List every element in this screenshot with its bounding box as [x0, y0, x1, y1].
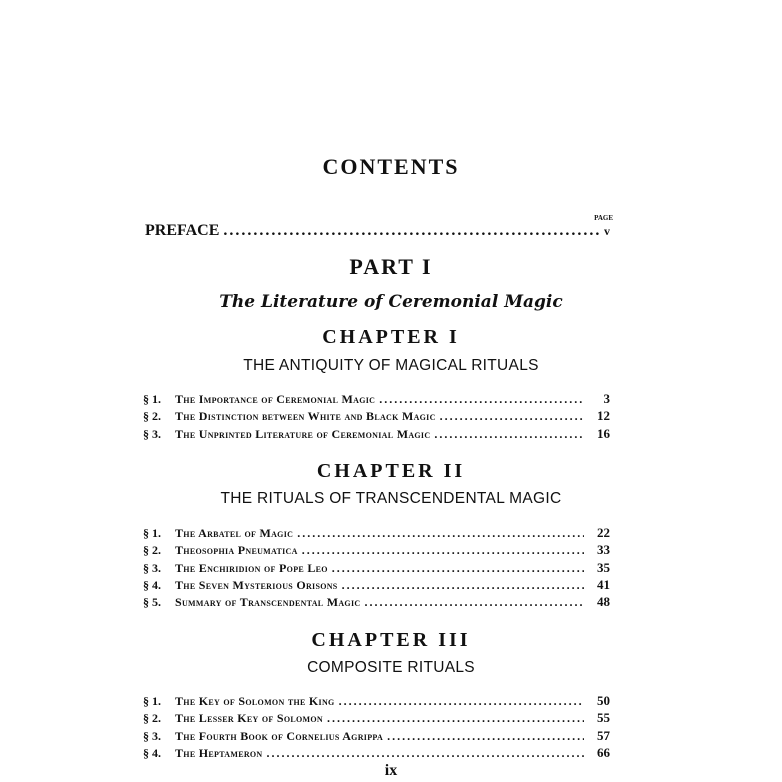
section-number: § 2.: [143, 409, 161, 424]
section-page: 48: [597, 594, 610, 610]
toc-entry[interactable]: [143, 560, 610, 577]
preface-entry[interactable]: [145, 222, 610, 240]
leader-dots: [364, 595, 584, 610]
section-page: 3: [603, 391, 610, 406]
section-page: 66: [597, 744, 610, 760]
page-title: CONTENTS: [322, 154, 460, 179]
section-title: The Lesser Key of Solomon: [175, 711, 323, 726]
page-number: ix: [384, 762, 398, 779]
section-page: 22: [597, 525, 610, 540]
toc-entry[interactable]: [143, 577, 610, 594]
part-title: PART I: [349, 254, 433, 279]
leader-dots: [223, 222, 600, 240]
toc-entry[interactable]: [143, 745, 610, 762]
chapter-heading: CHAPTER II: [316, 460, 466, 482]
section-page: 12: [597, 408, 610, 424]
section-title: The Enchiridion of Pope Leo: [175, 560, 328, 575]
section-title: The Unprinted Literature of Ceremonial Magic: [175, 426, 431, 441]
leader-dots: [297, 526, 584, 541]
preface-page: v: [604, 224, 610, 238]
toc-entry[interactable]: [143, 542, 610, 559]
leader-dots: [327, 711, 584, 726]
section-page: 35: [597, 559, 610, 575]
chapter-2-sections: [143, 525, 610, 611]
section-number: § 3.: [143, 560, 161, 575]
section-page: 50: [597, 693, 610, 708]
section-number: § 2.: [143, 543, 161, 558]
leader-dots: [440, 409, 584, 424]
chapter-heading: CHAPTER I: [322, 326, 460, 348]
leader-dots: [339, 694, 584, 709]
section-page: 57: [597, 727, 610, 743]
section-number: § 3.: [143, 728, 161, 743]
section-number: § 1.: [143, 392, 161, 406]
toc-entry[interactable]: [143, 594, 610, 611]
chapter-title: THE ANTIQUITY OF MAGICAL RITUALS: [243, 357, 539, 374]
toc-entry[interactable]: [143, 710, 610, 727]
chapter-title: THE RITUALS OF TRANSCENDENTAL MAGIC: [220, 490, 562, 507]
section-number: § 2.: [143, 711, 161, 726]
section-number: § 1.: [143, 694, 161, 708]
leader-dots: [387, 729, 584, 744]
chapter-1-sections: [143, 391, 610, 443]
leader-dots: [302, 543, 584, 558]
section-title: The Seven Mysterious Orisons: [175, 577, 338, 592]
section-number: § 3.: [143, 426, 161, 441]
section-title: Summary of Transcendental Magic: [175, 595, 361, 610]
section-title: The Heptameron: [175, 745, 263, 760]
section-page: 16: [597, 425, 610, 441]
page-column-label: PAGE: [594, 214, 613, 222]
section-number: § 5.: [143, 595, 161, 610]
leader-dots: [434, 427, 584, 442]
leader-dots: [379, 392, 584, 407]
section-title: Theosophia Pneumatica: [175, 543, 298, 558]
section-title: The Arbatel of Magic: [175, 526, 294, 540]
section-title: The Importance of Ceremonial Magic: [175, 392, 376, 406]
chapter-title: COMPOSITE RITUALS: [307, 659, 475, 676]
section-number: § 4.: [143, 745, 161, 760]
section-title: The Fourth Book of Cornelius Agrippa: [175, 728, 384, 743]
section-page: 41: [597, 576, 610, 592]
leader-dots: [267, 746, 584, 761]
section-page: 33: [597, 542, 610, 558]
toc-entry[interactable]: [143, 391, 610, 408]
section-number: § 4.: [143, 577, 161, 592]
toc-entry[interactable]: [143, 728, 610, 745]
section-title: The Key of Solomon the King: [175, 694, 335, 708]
toc-entry[interactable]: [143, 693, 610, 710]
leader-dots: [332, 561, 584, 576]
toc-entry[interactable]: [143, 525, 610, 542]
toc-entry[interactable]: [143, 426, 610, 443]
section-title: The Distinction between White and Black Magic: [175, 409, 436, 424]
toc-entry[interactable]: [143, 408, 610, 425]
part-subtitle: The Literature of Ceremonial Magic: [219, 292, 563, 312]
section-number: § 1.: [143, 526, 161, 540]
leader-dots: [342, 578, 584, 593]
section-page: 55: [597, 710, 610, 726]
chapter-3-sections: [143, 693, 610, 762]
chapter-heading: CHAPTER III: [311, 629, 471, 651]
preface-label: PREFACE: [145, 222, 220, 239]
